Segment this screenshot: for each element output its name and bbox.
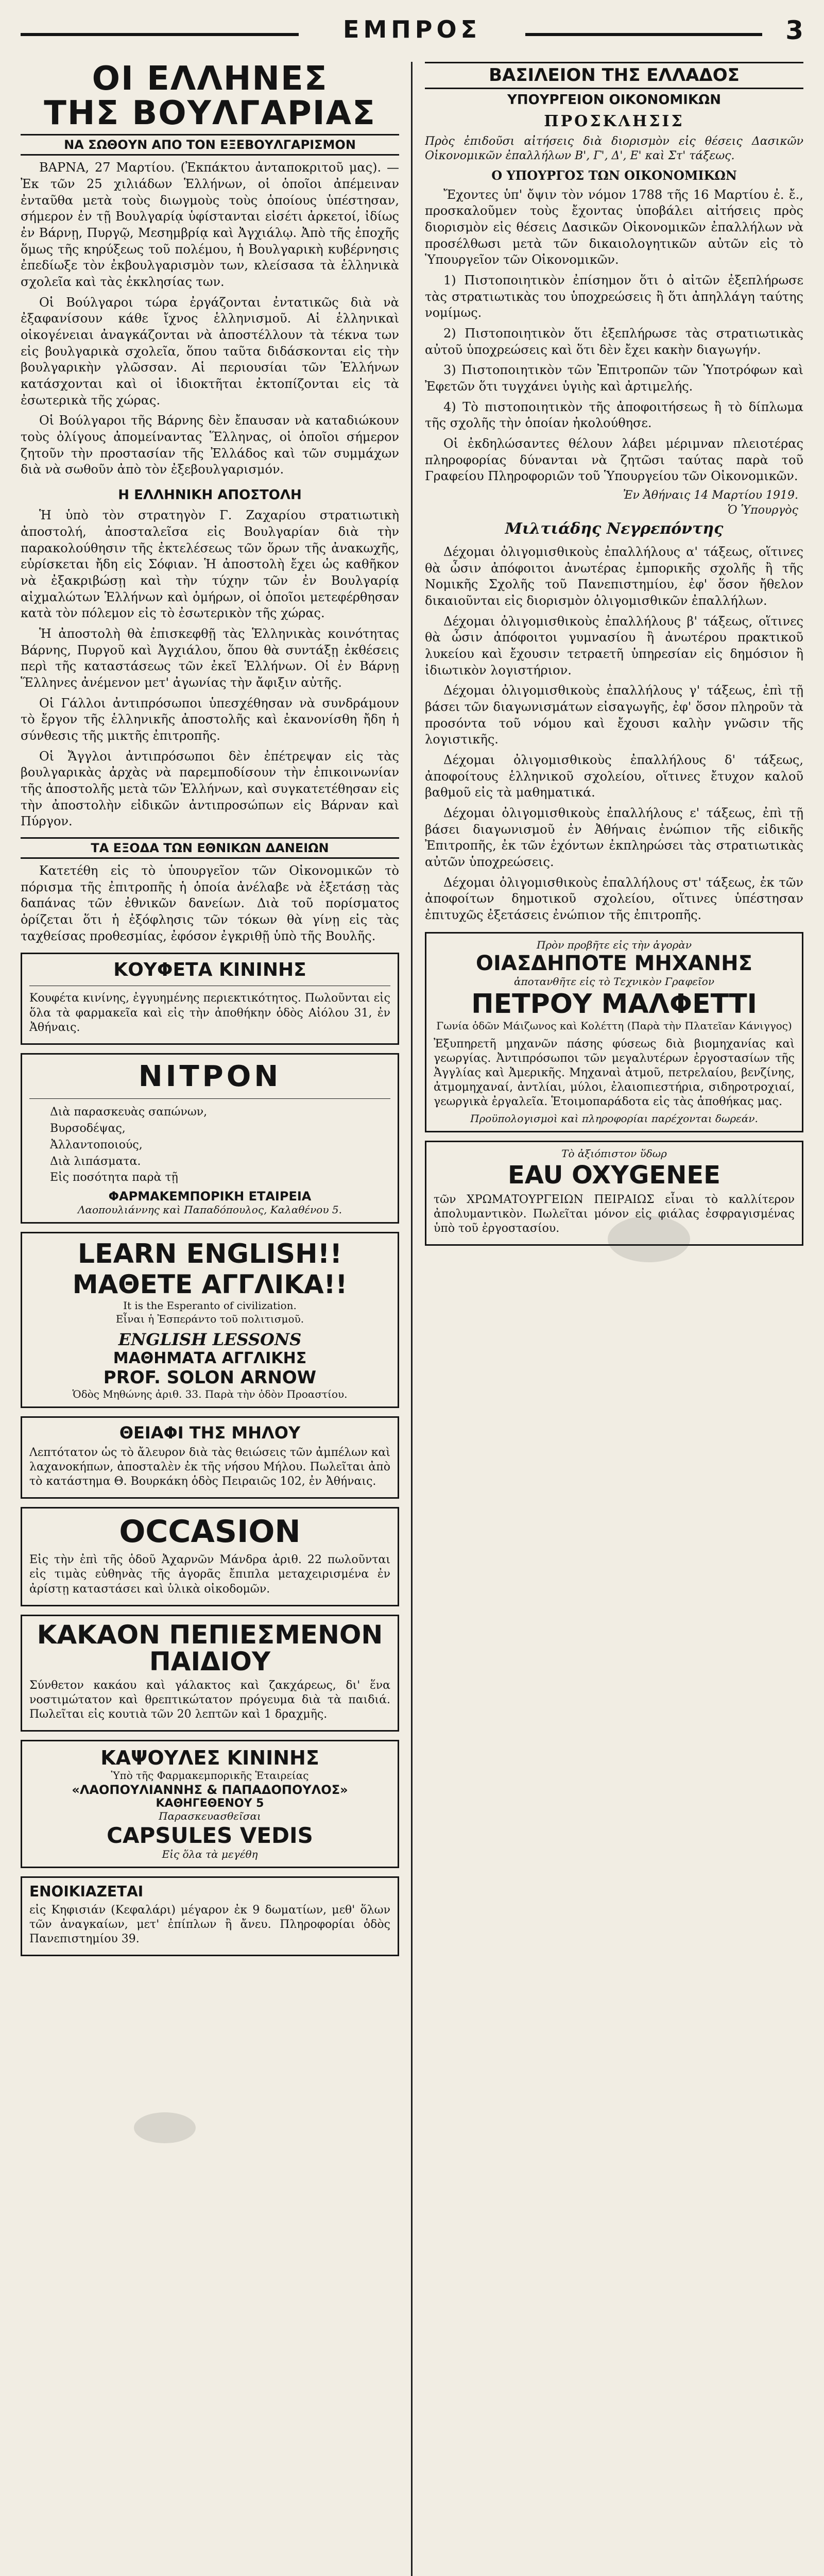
article-title: Η ΕΛΛΗΝΙΚΗ ΑΠΟΣΤΟΛΗ [118,487,302,503]
ad-title: ΕΝΟΙΚΙΑΖΕΤΑΙ [29,1883,144,1900]
ad-address: Γωνία ὁδῶν Μάιζωνος καὶ Κολέττη (Παρὰ τὴν Πλατεῖαν Κάνιγγος) [436,1019,792,1032]
ad-kapsoules [21,1740,399,1868]
ad-text: Ἐξυπηρετῆ μηχανῶν πάσης φύσεως διὰ βιομηχανίας καὶ γεωργίας. Ἀντιπρόσωποι τῶν μεγαλυτέρων ἐργοστασίων τῆς Ἀγγλίας καὶ Ἀμερικῆς. Μηχαναὶ ἀτμοῦ, πετρελαίου, βενζίνης, ἀτμομηχαναί, ἀντλίαι, μύλοι, ἐλαιοπιεστήρια, σιδηροτροχιαί, γεωργικὰ ἐργαλεῖα. Ἑτοιμοπαράδοτα εἰς τὰς ἀποθήκας μας. [434,1037,795,1109]
ad-enoikiazetai [21,1876,399,1956]
ministry-header: ΒΑΣΙΛΕΙΟΝ ΤΗΣ ΕΛΛΑΔΟΣ [425,62,803,89]
ad-line: Διὰ λιπάσματα. [50,1155,141,1168]
ad-title: ΚΟΥΦΕΤΑ ΚΙΝΙΝΗΣ [113,959,306,981]
decree-paragraph: Δέχομαι ὀλιγομισθικοὺς ἐπαλλήλους α' τάξεως, οἵτινες θὰ ὦσιν ἀπόφοιτοι ἀνωτέρας ἐμπορικῆς σχολῆς ἢ τῆς Νομικῆς Σχολῆς τοῦ Πανεπιστημίου, ἐφ' ὅσον ἤθελον δικαιοῦνται εἰς διορισμὸν ὁλιγομισθικῶν ἐπαλλήλων. [425,545,803,608]
notice-paragraph: Οἱ ἐκδηλώσαντες θέλουν λάβει μέριμναν πλειοτέρας πληροφορίας δύνανται νὰ ζητῶσι ταύτας παρὰ τοῦ Γραφείου Πληροφοριῶν τοῦ Ὑπουργείου τῶν Οἰκονομικῶν. [425,436,803,484]
article-paragraph: ΒΑΡΝΑ, 27 Μαρτίου. (Ἐκπάκτου ἀνταποκριτοῦ μας). — Ἐκ τῶν 25 χιλιάδων Ἑλλήνων, οἱ ὁποῖοι ἀπέμειναν ἐνταῦθα μετὰ τοὺς διωγμοὺς τοὺς ὁποίους ὑπέστησαν, σήμερον ἐν τῇ Βουλγαρίᾳ ὑφίστανται εἰσέτι ἀρκετοί, ἰδίως ἐν Βάρνῃ, Πυργῷ, Μεσημβρίᾳ καὶ Ἀγχιάλῳ. Ἀπὸ τῆς ἐποχῆς ὅμως τῆς κηρύξεως τοῦ πολέμου, ἡ Βουλγαρικὴ κυβέρνησις ἐπεδίωξε τὸν ἐκβουλγαρισμὸν των, κλείσασα τὰ ἑλληνικὰ σχολεῖα καὶ τὰς ἐκκλησίας των. [21,160,399,290]
ad-teacher: PROF. SOLON ARNOW [103,1367,317,1388]
ad-brand: CAPSULES VEDIS [107,1823,313,1849]
ad-title: ΝΙΤΡΟΝ [138,1059,282,1093]
ad-title-en: LEARN ENGLISH!! [77,1238,342,1269]
ad-title: EAU OXYGENEE [508,1160,720,1190]
ad-note: Προϋπολογισμοὶ καὶ πληροφορίαι παρέχονται δωρεάν. [470,1112,758,1125]
ad-sub: ἀποτανθῆτε εἰς τὸ Τεχνικὸν Γραφεῖον [514,975,714,988]
ad-lessons-en: ENGLISH LESSONS [118,1330,302,1350]
invitation-heading: ΠΡΟΣΚΛΗΣΙΣ [544,112,684,131]
notice-date: Ἐν Ἀθήναις 14 Μαρτίου 1919. [623,489,798,502]
ad-tagline: It is the Esperanto of civilization. [123,1299,297,1312]
ad-kakaon [21,1615,399,1732]
decree-paragraph: Δέχομαι ὀλιγομισθικοὺς ἐπαλλήλους στ' τάξεως, ἐκ τῶν ἀποφοίτων δημοτικοῦ σχολείου, οἵτινες ὑπέστησαν ἐπιτυχῶς ἐξετάσεις ἐνώπιον τῆς ἐπιτροπῆς. [425,875,803,923]
ink-smudge [134,2112,196,2143]
ad-text: τῶν ΧΡΩΜΑΤΟΥΡΓΕΙΩΝ ΠΕΙΡΑΙΩΣ εἶναι τὸ καλλίτερον ἀπολυμαντικὸν. Πωλεῖται μόνον εἰς φιάλας ἐσφραγισμένας ὑπὸ τοῦ ἐργοστασίου. [434,1193,795,1235]
ad-title: ΚΑΚΑΟΝ ΠΕΠΙΕΣΜΕΝΟΝ [37,1619,383,1650]
notice-item: 2) Πιστοποιητικὸν ὅτι ἐξεπλήρωσε τὰς στρατιωτικὰς αὐτοῦ ὑποχρεώσεις καὶ ὅτι δὲν ἔχει κακὴν διαγωγήν. [425,326,803,357]
ad-address: Λαοπουλιάννης καὶ Παπαδόπουλος, Καλαθένου 5. [78,1204,342,1216]
ad-malfetti [425,932,803,1132]
column-divider [411,62,413,2576]
ad-text: Λεπτότατον ὡς τὸ ἄλευρον διὰ τὰς θειώσεις τῶν ἀμπέλων καὶ λαχανοκήπων, ἀποσταλὲν ἐκ τῆς νήσου Μήλου. Πωλεῖται ἀπὸ τὸ κατάστημα Θ. Βουρκάκη ὁδὸς Πειραιῶς 102, ἐν Ἀθήναις. [29,1446,390,1488]
notice-item: 3) Πιστοποιητικὸν τῶν Ἐπιτροπῶν τῶν Ὑποτρόφων καὶ Ἐφετῶν ὅτι τυγχάνει ὑγιὴς καὶ ἀρτιμελής. [425,363,803,394]
ad-occasion [21,1507,399,1606]
ink-smudge [608,1216,690,1262]
decree-paragraph: Δέχομαι ὀλιγομισθικοὺς ἐπαλλήλους ε' τάξεως, ἐπὶ τῇ βάσει διαγωνισμοῦ ἐν Ἀθήναις ἐνώπιον τῆς εἰδικῆς Ἐπιτροπῆς, ἐκ τῶν ἐχόντων ἐκπληρώσει τὰς στρατιωτικὰς αὐτῶν ὑποχρεώσεις. [425,806,803,870]
ad-tagline-greek: Εἶναι ἡ Ἐσπεράντο τοῦ πολιτισμοῦ. [115,1312,304,1325]
ad-text: Εἰς τὴν ἐπὶ τῆς ὁδοῦ Ἀχαρνῶν Μάνδρα ἀριθ. 22 πωλοῦνται εἰς τιμὰς εὐθηνὰς τῆς ἀγορᾶς ἔπιπλα μεταχειρισμένα ἐν ἀρίστῃ καταστάσει καὶ ὑλικὰ οἰκοδομῶν. [29,1553,390,1596]
ad-text: Σύνθετον κακάου καὶ γάλακτος καὶ ζακχάρεως, δι' ἕνα νοστιμώτατον καὶ θρεπτικώτατον πρόγευμα διὰ τὰ παιδιά. Πωλεῖται εἰς κουτιὰ τῶν 20 λεπτῶν καὶ 1 δραχμῆς. [29,1679,390,1721]
article-paragraph: Οἱ Γάλλοι ἀντιπρόσωποι ὑπεσχέθησαν νὰ συνδράμουν τὸ ἔργον τῆς ἑλληνικῆς ἀποστολῆς καὶ ἐκανονίσθη ἤδη ἡ σύνθεσις τῆς μικτῆς ἐπιτροπῆς. [21,696,399,743]
ad-title: ΘΕΙΑΦΙ ΤΗΣ ΜΗΛΟΥ [119,1422,301,1443]
ministry-sub: ΥΠΟΥΡΓΕΙΟΝ ΟΙΚΟΝΟΜΙΚΩΝ [507,92,721,108]
article-paragraph: Ἡ ἀποστολὴ θὰ ἐπισκεφθῇ τὰς Ἑλληνικὰς κοινότητας Βάρνης, Πυργοῦ καὶ Ἀγχιάλου, ὅπου θὰ συντάξῃ ἐκθέσεις περὶ τῆς καταστάσεως τῶν ἐκεῖ Ἑλλήνων. Οἱ ἐν Βάρνῃ Ἕλληνες ἀνέμενον μετ' ἀγωνίας τὴν ἄφιξιν αὐτῆς. [21,626,399,690]
ad-line: Βυρσοδέψας, [50,1122,126,1135]
masthead-rule-right [525,33,762,36]
masthead [21,15,803,52]
ad-title-2: ΠΑΙΔΙΟΥ [149,1647,271,1677]
ad-koufeta [21,953,399,1044]
ad-title: ΚΑΨΟΥΛΕΣ ΚΙΝΙΝΗΣ [100,1747,319,1770]
article-paragraph: Οἱ Βούλγαροι τώρα ἐργάζονται ἐντατικῶς διὰ νὰ ἐξαφανίσουν κάθε ἴχνος ἑλληνισμοῦ. Αἱ ἑλληνικαὶ οἰκογένειαι ἀναγκάζονται νὰ ἀποστέλλουν τὰ τέκνα των εἰς βουλγαρικὰ σχολεῖα, ὅπου ταῦτα διδάσκονται εἰς τὴν βουλγαρικὴν γλῶσσαν. Αἱ περιουσίαι τῶν Ἑλλήνων κατάσχονται καὶ οἱ ἰδιοκτῆται ἐκτοπίζονται εἰς τὰ ἐσωτερικὰ τῆς χώρας. [21,295,399,408]
notice-item: 1) Πιστοποιητικὸν ἐπίσημον ὅτι ὁ αἰτῶν ἐξεπλήρωσε τὰς στρατιωτικὰς του ὑποχρεώσεις ἢ ὅτι ἀπηλλάγη ταύτης νομίμως. [425,273,803,320]
divider [29,1098,390,1099]
headline-line-2: ΤΗΣ ΒΟΥΛΓΑΡΙΑΣ [44,94,376,133]
article-paragraph: Οἱ Ἄγγλοι ἀντιπρόσωποι δὲν ἐπέτρεψαν εἰς τὰς βουλγαρικὰς ἀρχὰς νὰ παρεμποδίσουν τὴν ἐπικοινωνίαν τῆς ἀποστολῆς μετὰ τῶν Ἑλλήνων, καὶ συγκατετέθησαν εἰς τὴν ἀποστολὴν εἰδικῶν ἀντιπροσώπων εἰς Βάρναν καὶ Πύργον. [21,749,399,829]
decree-paragraph: Δέχομαι ὀλιγομισθικοὺς ἐπαλλήλους γ' τάξεως, ἐπὶ τῇ βάσει τῶν διαγωνισμάτων εἰσαγωγῆς, ἐφ' ὅσον πληροῦν τὰ προσόντα τοῦ νόμου καὶ ἔχουσι καλὴν γνῶσιν τῆς λογιστικῆς. [425,683,803,747]
signed-role: Ὁ Ὑπουργὸς [727,504,798,517]
signed-name: Μιλτιάδης Νεγρεπόντης [505,520,724,538]
ad-lines [29,1104,390,1186]
ad-line: Εἰς ποσότητα παρὰ τῇ [50,1171,178,1184]
article-paragraph: Ἡ ὑπὸ τὸν στρατηγὸν Γ. Ζαχαρίου στρατιωτικὴ ἀποστολή, ἀποσταλεῖσα εἰς Βουλγαρίαν διὰ τὴν παρακολούθησιν τῆς ἐκτελέσεως τῶν ὅρων τῆς ἀνακωχῆς, εὑρίσκεται ἤδη εἰς Σόφιαν. Ἡ ἀποστολὴ ἔχει ὡς καθῆκον νὰ ἐξακριβώσῃ καὶ τὴν τύχην τῶν ἐν Βουλγαρίᾳ αἰχμαλώτων Ἑλλήνων καὶ ὁμήρων, οἱ ὁποῖοι μετεφέρθησαν κατὰ τὸν πόλεμον εἰς τὸ ἐσωτερικὸν τῆς χώρας. [21,508,399,621]
minister-title: Ο ΥΠΟΥΡΓΟΣ ΤΩΝ ΟΙΚΟΝΟΜΙΚΩΝ [491,167,737,183]
article-paragraph: Κατετέθη εἰς τὸ ὑπουργεῖον τῶν Οἰκονομικῶν τὸ πόρισμα τῆς ἐπιτροπῆς ἡ ὁποία ἀνέλαβε νὰ ἐξετάσῃ τὰς δαπάνας τῶν ἐθνικῶν δανείων. Διὰ τοῦ πορίσματος ὁρίζεται ὅτι ἡ ἐξόφλησις τῶν τόκων θὰ γίνῃ εἰς τὰς ταχθείσας προθεσμίας, ἐφόσον ἐγκριθῇ ὑπὸ τῆς Βουλῆς. [21,863,399,943]
ad-lessons-gr: ΜΑΘΗΜΑΤΑ ΑΓΓΛΙΚΗΣ [113,1349,307,1368]
ad-sizes: Εἰς ὅλα τὰ μεγέθη [162,1848,258,1861]
ad-address: ΚΑΘΗΓΕΘΕΝΟΥ 5 [156,1797,264,1810]
headline-line-1: ΟΙ ΕΛΛΗΝΕΣ [92,62,328,98]
decree-paragraph: Δέχομαι ὀλιγομισθικοὺς ἐπαλλήλους δ' τάξεως, ἀποφοίτους ἑλληνικοῦ σχολείου, οἵτινες ἔτυχον καλοῦ βαθμοῦ εἰς τὰ μαθηματικά. [425,753,803,800]
ad-title: OCCASION [119,1514,301,1550]
invitation-to: Πρὸς ἐπιδοῦσι αἰτήσεις διὰ διορισμὸν εἰς θέσεις Δασικῶν Οἰκονομικῶν ἐπαλλήλων Β', Γ', Δ', Ε' καὶ Στ' τάξεως. [425,135,803,163]
ad-english [21,1232,399,1408]
ad-title: ΟΙΑΣΔΗΠΟΤΕ ΜΗΧΑΝΗΣ [476,952,752,976]
decree-paragraph: Δέχομαι ὀλιγομισθικοὺς ἐπαλλήλους β' τάξεως, οἵτινες θὰ ὦσιν ἀπόφοιτοι γυμνασίου ἢ ἀνωτέρου πρακτικοῦ λυκείου καὶ ἔχουσιν τετραετῆ ὑπηρεσίαν εἰς δημόσιον ἢ ἰδιωτικὸν λογιστήριον. [425,614,803,677]
ad-note: Παρασκευασθεῖσαι [159,1809,261,1822]
ad-text: εἰς Κηφισιάν (Κεφαλάρι) μέγαρον ἐκ 9 δωματίων, μεθ' ὅλων τῶν ἀναγκαίων, μετ' ἐπίπλων ἢ ἄνευ. Πληροφορίαι ὁδὸς Πανεπιστημίου 39. [29,1903,390,1946]
ad-title-gr: ΜΑΘΕΤΕ ΑΓΓΛΙΚΑ!! [72,1269,348,1299]
ad-nitron [21,1053,399,1224]
ad-pre: Πρὸν προβῆτε εἰς τὴν ἀγορὰν [536,938,692,951]
masthead-rule-left [21,33,299,36]
ad-address: Ὁδὸς Μηθώνης ἀριθ. 33. Παρὰ τὴν ὁδὸν Προαστίου. [72,1388,348,1401]
right-column [425,62,803,2576]
ad-company: «ΛΑΟΠΟΥΛΙΑΝΝΗΣ & ΠΑΠΑΔΟΠΟΥΛΟΣ» [72,1782,348,1797]
notice-paragraph: Ἔχοντες ὑπ' ὄψιν τὸν νόμον 1788 τῆς 16 Μαρτίου ἐ. ἔ., προσκαλοῦμεν τοὺς ἔχοντας ὑποβάλει αἰτήσεις πρὸς διορισμὸν εἰς θέσεις Δασικῶν Οἰκονομικῶν ἐπαλλήλων νὰ προσέλθωσι μετὰ τῶν δικαιολογητικῶν αὐτῶν εἰς τὸ Ὑπουργεῖον τῶν Οἰκονομικῶν. [425,187,803,267]
ad-line: Διὰ παρασκευὰς σαπώνων, [50,1105,208,1118]
ad-text: Κουφέτα κινίνης, ἐγγυημένης περιεκτικότητος. Πωλοῦνται εἰς ὅλα τὰ φαρμακεῖα καὶ εἰς τὴν ἀποθήκην ὁδὸς Αἰόλου 31, ἐν Ἀθήναις. [29,992,390,1034]
ad-pre: Τὸ ἀξιόπιστον ὕδωρ [561,1147,667,1160]
left-column [21,62,399,2576]
ad-sub: Ὑπὸ τῆς Φαρμακεμπορικῆς Ἑταιρείας [111,1769,309,1782]
article-paragraph: Οἱ Βούλγαροι τῆς Βάρνης δὲν ἔπαυσαν νὰ καταδιώκουν τοὺς ὀλίγους ἀπομείναντας Ἕλληνας, οἱ ὁποῖοι σήμερον ζητοῦν τὴν προστασίαν τῆς Ἐλλάδος καὶ τῶν συμμάχων διὰ νὰ σωθοῦν ἀπὸ τὸν ἐξεβουλγαρισμόν. [21,413,399,477]
article-title: ΤΑ ΕΞΟΔΑ ΤΩΝ ΕΘΝΙΚΩΝ ΔΑΝΕΙΩΝ [21,837,399,859]
headline-subhead: ΝΑ ΣΩΘΟΥΝ ΑΠΟ ΤΟΝ ΕΞΕΒΟΥΛΓΑΡΙΣΜΟΝ [21,134,399,156]
ad-title-2: ΠΕΤΡΟΥ ΜΑΛΦΕΤΤΙ [471,988,757,1020]
ad-company: ΦΑΡΜΑΚΕΜΠΟΡΙΚΗ ΕΤΑΙΡΕΙΑ [108,1189,312,1204]
ad-thiafi [21,1416,399,1499]
newspaper-name: ΕΜΠΡΟΣ [343,15,481,43]
page-number: 3 [785,15,803,45]
notice-item: 4) Τὸ πιστοποιητικὸν τῆς ἀποφοιτήσεως ἢ τὸ δίπλωμα τῆς σχολῆς τὴν ὁποίαν ἠκολούθησε. [425,399,803,431]
ad-line: Ἀλλαντοποιούς, [50,1138,143,1151]
